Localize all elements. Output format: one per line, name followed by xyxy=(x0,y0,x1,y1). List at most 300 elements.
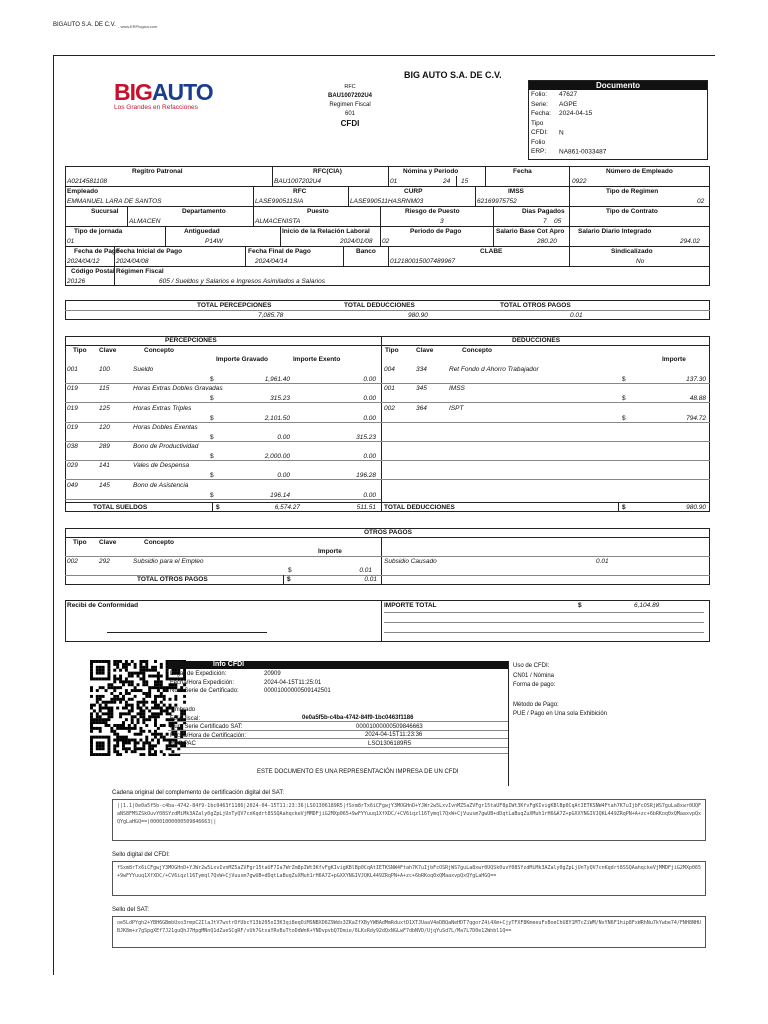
lugar: 20909 xyxy=(264,671,281,677)
fecha-cert: 2024-04-15T11:23:36 xyxy=(365,732,423,738)
qr-module xyxy=(107,744,110,747)
qr-module xyxy=(142,721,145,724)
nomina-label: Nómina y Periodo xyxy=(403,168,459,175)
qr-module xyxy=(96,741,99,744)
perc-row-exento: 0.00 xyxy=(363,453,376,460)
qr-module xyxy=(160,712,163,715)
qr-module xyxy=(160,736,163,739)
qr-module xyxy=(125,707,128,710)
qr-module xyxy=(154,730,157,733)
fecha-exp: 2024-04-15T11:25:01 xyxy=(264,679,322,686)
qr-module xyxy=(125,718,128,721)
qr-module xyxy=(116,663,119,666)
qr-module xyxy=(134,739,137,742)
perc-row-clave: 115 xyxy=(99,385,110,392)
qr-module xyxy=(90,672,93,675)
qr-module xyxy=(105,721,108,724)
qr-module xyxy=(139,712,142,715)
qr-module xyxy=(128,741,131,744)
qr-module xyxy=(139,747,142,750)
qr-module xyxy=(137,683,140,686)
qr-module xyxy=(131,727,134,730)
qr-module xyxy=(157,680,160,683)
qr-module xyxy=(134,672,137,675)
info-cfdi-labels xyxy=(170,670,239,696)
qr-module xyxy=(96,753,99,756)
perc-row-gravado: 1,961.40 xyxy=(264,376,290,383)
metodo-label: Método de Pago: xyxy=(513,702,559,708)
qr-module xyxy=(119,677,122,680)
qr-module xyxy=(99,660,102,663)
riesgo-label: Riesgo de Puesto xyxy=(405,208,460,215)
qr-module xyxy=(157,677,160,680)
sello-cfdi-label: Sello digital del CFDI: xyxy=(112,852,170,858)
total-ded: 980.90 xyxy=(408,312,428,319)
qr-module xyxy=(160,709,163,712)
qr-module xyxy=(125,660,128,663)
qr-module xyxy=(142,692,145,695)
qr-module xyxy=(102,753,105,756)
qr-module xyxy=(148,750,151,753)
qr-module xyxy=(134,724,137,727)
qr-module xyxy=(125,692,128,695)
qr-module xyxy=(131,707,134,710)
qr-module xyxy=(128,709,131,712)
perc-row-divider xyxy=(65,441,381,442)
qr-module xyxy=(110,701,113,704)
perc-row-exento: 0.00 xyxy=(363,376,376,383)
qr-module xyxy=(119,712,122,715)
qr-module xyxy=(157,672,160,675)
qr-module xyxy=(110,712,113,715)
folio-erp-label: Folio ERP: xyxy=(531,138,547,155)
qr-module xyxy=(102,707,105,710)
qr-module xyxy=(107,739,110,742)
serie-label: Serie: xyxy=(531,100,548,108)
perc-row-concepto: Sueldo xyxy=(133,366,154,373)
issuer-doc-type: CFDI xyxy=(340,119,360,128)
qr-module xyxy=(90,741,93,744)
qr-module xyxy=(90,663,93,666)
qr-module xyxy=(128,747,131,750)
qr-module xyxy=(125,747,128,750)
qr-module xyxy=(134,733,137,736)
issuer-rfc-label: RFC xyxy=(344,84,356,90)
qr-module xyxy=(163,736,166,739)
qr-module xyxy=(119,669,122,672)
serie-value: AGPE xyxy=(559,100,578,108)
qr-module xyxy=(107,683,110,686)
qr-module xyxy=(105,704,108,707)
fecha-cert-label: Fecha/Hora de Certificación: xyxy=(170,732,247,739)
qr-module xyxy=(154,666,157,669)
perc-row-concepto: Horas Extras Triples xyxy=(133,405,192,412)
ded-row-importe: 794.72 xyxy=(686,415,706,422)
qr-module xyxy=(160,683,163,686)
qr-module xyxy=(151,701,154,704)
qr-module xyxy=(160,675,163,678)
qr-module xyxy=(110,686,113,689)
logo-big: BIG xyxy=(114,79,152,105)
rfc: LASE990511SIA xyxy=(255,198,304,205)
documento-title: Documento xyxy=(529,81,707,90)
total-exento: 511.51 xyxy=(356,504,376,511)
qr-module xyxy=(166,712,169,715)
ded-row-clave: 364 xyxy=(416,405,427,412)
qr-module xyxy=(154,669,157,672)
qr-module xyxy=(107,715,110,718)
tipo-cfdi-value: N xyxy=(559,129,564,136)
qr-module xyxy=(102,672,105,675)
qr-module xyxy=(122,712,125,715)
perc-row-concepto: Bono de Asistencia xyxy=(133,482,189,489)
regimen-fiscal: 605 / Sueldos y Salarios e Ingresos Asimilados a Salarios xyxy=(159,278,325,285)
qr-module xyxy=(142,683,145,686)
qr-module xyxy=(107,736,110,739)
importe-total: 6,104.89 xyxy=(634,602,660,609)
qr-module xyxy=(139,733,142,736)
qr-module xyxy=(145,724,148,727)
qr-module xyxy=(145,718,148,721)
nomina-c: 15 xyxy=(461,178,469,185)
qr-module xyxy=(99,672,102,675)
qr-module xyxy=(128,698,131,701)
perc-h-gravado: Importe Gravado xyxy=(216,356,269,363)
qr-module xyxy=(116,727,119,730)
qr-module xyxy=(166,675,169,678)
qr-module xyxy=(145,695,148,698)
qr-module xyxy=(125,739,128,742)
qr-module xyxy=(151,712,154,715)
cp: 20126 xyxy=(67,278,86,285)
qr-module xyxy=(154,724,157,727)
qr-module xyxy=(122,721,125,724)
qr-module xyxy=(139,663,142,666)
qr-module xyxy=(125,689,128,692)
qr-module xyxy=(160,686,163,689)
sello-sat-text: oe5LdPYgh2+YBH6GBmbUxo3rmpC2IlaJtV7wxtrDfUbcY13b205oI3K3qi8eqOiMSNBXD6Z9Wds3ZKaZfXByYWBAdMmRduxtD1XTJUaaV4eDBQaNeHDT7qgorZ4i4Xm+CjyTFXF8KmeeuFsBoeChU8Y1MTcZiWM/NxYN6F1hip8FxWRhNu7kYwbe74/FNH8NHUBJK8m+z7gSpgXEf7J21guQhJ7HpgMNnQ1dZueSCgRF/vUh7GtxaYRvBuTtoDdWnK+YNDvpvbQ7Dmie/6LKsRdy92dQxNGLwF7dbNVD/UjqYuSd7L/Ma7L7D0e12Wnbl1Q== xyxy=(112,916,706,948)
qr-module xyxy=(157,739,160,742)
qr-module xyxy=(148,718,151,721)
fecha-pago-label: Fecha de Pago xyxy=(74,248,120,255)
qr-module xyxy=(122,698,125,701)
perc-row-currency: $ xyxy=(210,492,214,499)
rfc-cia: BAU1007202U4 xyxy=(274,178,321,185)
cadena-label: Cadena original del complemento de certificación digital del SAT: xyxy=(112,790,284,796)
qr-module xyxy=(119,660,122,663)
qr-module xyxy=(151,666,154,669)
perc-row-clave: 289 xyxy=(99,443,110,450)
ded-row-concepto: Ret Fondo d Ahorro Trabajador xyxy=(449,366,539,373)
perc-row-tipo: 049 xyxy=(67,482,78,489)
perc-row-exento: 0.00 xyxy=(363,492,376,499)
qr-module xyxy=(90,715,93,718)
qr-module xyxy=(93,709,96,712)
qr-module xyxy=(142,753,145,756)
ded-row-clave: 334 xyxy=(416,366,427,373)
qr-module xyxy=(131,689,134,692)
qr-module xyxy=(166,677,169,680)
qr-module xyxy=(145,741,148,744)
num-empleado-label: Número de Empleado xyxy=(606,168,673,175)
qr-module xyxy=(105,660,108,663)
qr-module xyxy=(99,695,102,698)
qr-module xyxy=(139,730,142,733)
qr-module xyxy=(99,677,102,680)
qr-module xyxy=(93,677,96,680)
qr-module xyxy=(110,683,113,686)
otros-row-tipo: 002 xyxy=(67,558,78,565)
qr-module xyxy=(163,698,166,701)
otros-row-currency: $ xyxy=(288,567,292,574)
total-perc: 7,085.78 xyxy=(258,312,284,319)
qr-module xyxy=(102,712,105,715)
qr-module xyxy=(119,686,122,689)
rfc-label: RFC xyxy=(293,188,307,195)
imss-label: IMSS xyxy=(508,188,524,195)
perc-h-concepto: Concepto xyxy=(144,347,174,354)
sucursal-label: Sucursal xyxy=(91,208,119,215)
qr-module xyxy=(113,686,116,689)
qr-module xyxy=(99,744,102,747)
qr-module xyxy=(134,750,137,753)
qr-module xyxy=(160,707,163,710)
qr-module xyxy=(119,675,122,678)
qr-module xyxy=(90,675,93,678)
qr-module xyxy=(131,680,134,683)
qr-module xyxy=(134,727,137,730)
qr-module xyxy=(116,677,119,680)
qr-module xyxy=(105,677,108,680)
cert-label: Num Serie de Certificado: xyxy=(170,688,239,694)
qr-module xyxy=(154,680,157,683)
qr-module xyxy=(139,707,142,710)
otros-row-concepto: Subsidio para el Empleo xyxy=(133,558,204,565)
metodo: PUE / Pago en Una sola Exhibición xyxy=(513,710,608,717)
qr-module xyxy=(154,704,157,707)
tipo-cfdi-label: Tipo CFDI: xyxy=(531,119,548,136)
qr-module xyxy=(96,660,99,663)
qr-module xyxy=(113,695,116,698)
otros-h-tipo: Tipo xyxy=(73,539,87,546)
qr-module xyxy=(145,663,148,666)
company-logo xyxy=(114,80,213,111)
qr-module xyxy=(107,672,110,675)
perc-row-divider xyxy=(65,422,381,423)
banco-label: Banco xyxy=(356,248,376,255)
cp-label: Código Postal xyxy=(71,268,115,275)
riesgo: 3 xyxy=(440,218,444,225)
cert: 00001000000509142501 xyxy=(264,688,331,694)
sindicalizado: No xyxy=(636,258,645,265)
folio-label: Folio: xyxy=(531,91,547,98)
qr-module xyxy=(151,707,154,710)
qr-module xyxy=(151,739,154,742)
qr-module xyxy=(160,724,163,727)
qr-module xyxy=(157,733,160,736)
cadena-text: ||1.1|0e0a5f5b-c4ba-4742-84f9-1bc0463f1186|2024-04-15T11:23:36|LSO1306189R5|fSxm8rTx6iCFgwjY3MOGHnD+YJWr2w5LxvIvnMZ5aZVFgr15taUF8pIWt3KfvFgKIvigKBlBp0CqAtIETKSNW4Ftah7K7uIjbFcOSRjWS7guLa8xwr0UQFaNS8FMSZSkOuvY08SYzdMiMk3AZaly0gZpLjUnTyQV7cnKqdrt8SSQAahqckeVjMMDFjiG2MXp065+9wFYYuuq1XfXDC/+CV6iqzl16Tymql7QxW+CjVuusm7gwUB+dDqtLaBuqZuXMuh1rH6&A7Z+pGXXYNGIVJQKL449ZRqPN+A+zc+6bRKoq0xQMaaxvpQxQYgLaHGQ==|00001000000509846663|| xyxy=(112,799,706,841)
qr-module xyxy=(107,686,110,689)
qr-module xyxy=(113,739,116,742)
logo-auto: AUTO xyxy=(151,79,213,105)
perc-row-divider xyxy=(65,383,381,384)
qr-module xyxy=(131,698,134,701)
qr-module xyxy=(125,669,128,672)
otros-h-importe: Importe xyxy=(318,548,342,555)
regimen-fiscal-label: Régimen Fiscal xyxy=(116,268,164,275)
qr-module xyxy=(142,675,145,678)
qr-module xyxy=(99,736,102,739)
qr-module xyxy=(116,733,119,736)
qr-module xyxy=(166,672,169,675)
qr-module xyxy=(122,744,125,747)
qr-module xyxy=(134,741,137,744)
perc-row-concepto: Horas Dobles Exentas xyxy=(133,424,198,431)
folio-fiscal: 0e0a5f5b-c4ba-4742-84f9-1bc0463f1186 xyxy=(302,715,414,721)
perc-row-gravado: 0.00 xyxy=(277,472,290,479)
ded-row-divider xyxy=(381,402,710,403)
qr-module xyxy=(90,707,93,710)
qr-module xyxy=(134,663,137,666)
qr-module xyxy=(119,698,122,701)
qr-module xyxy=(139,709,142,712)
qr-module xyxy=(116,744,119,747)
qr-module xyxy=(102,686,105,689)
qr-module xyxy=(122,736,125,739)
ded-row-concepto: ISPT xyxy=(449,405,464,412)
qr-module xyxy=(96,744,99,747)
qr-module xyxy=(107,712,110,715)
qr-module xyxy=(139,669,142,672)
total-otros-label: TOTAL OTROS PAGOS xyxy=(500,302,571,309)
ded-empty-divider xyxy=(381,460,710,461)
periodo-pago-label: Periodo de Pago xyxy=(410,228,462,235)
qr-module xyxy=(119,701,122,704)
rfc-pac: LSO1306189R5 xyxy=(368,741,412,747)
qr-module xyxy=(122,666,125,669)
qr-module xyxy=(137,741,140,744)
imss: 62169975752 xyxy=(477,198,517,205)
qr-module xyxy=(160,666,163,669)
qr-module xyxy=(154,750,157,753)
qr-module xyxy=(99,718,102,721)
qr-module xyxy=(137,689,140,692)
qr-module xyxy=(90,695,93,698)
issuer-block xyxy=(290,83,410,128)
qr-module xyxy=(116,695,119,698)
clabe-label: CLABE xyxy=(480,248,503,255)
qr-module xyxy=(142,741,145,744)
qr-module xyxy=(102,666,105,669)
total-deducciones-label: TOTAL DEDUCCIONES xyxy=(384,504,455,511)
perc-row-concepto: Vales de Despensa xyxy=(133,462,190,469)
qr-module xyxy=(102,677,105,680)
qr-module xyxy=(113,701,116,704)
perc-row-divider xyxy=(65,402,381,403)
qr-module xyxy=(154,721,157,724)
qr-module xyxy=(151,753,154,756)
ded-row-importe: 48.88 xyxy=(689,395,706,402)
qr-module xyxy=(154,718,157,721)
qr-module xyxy=(137,721,140,724)
qr-module xyxy=(160,733,163,736)
qr-module xyxy=(142,677,145,680)
qr-module xyxy=(157,727,160,730)
qr-module xyxy=(128,692,131,695)
qr-module xyxy=(125,680,128,683)
tipo-regimen-label: Tipo de Regimen xyxy=(606,188,659,195)
qr-module xyxy=(139,753,142,756)
qr-module xyxy=(113,680,116,683)
uso-block xyxy=(513,662,555,691)
perc-row-exento: 315.23 xyxy=(356,434,376,441)
qr-module xyxy=(99,747,102,750)
qr-module xyxy=(166,709,169,712)
qr-module xyxy=(148,695,151,698)
qr-module xyxy=(154,736,157,739)
uso-label: Uso de CFDI: xyxy=(513,663,550,669)
qr-module xyxy=(151,669,154,672)
qr-module xyxy=(125,741,128,744)
perc-row-tipo: 019 xyxy=(67,405,78,412)
qr-module xyxy=(102,744,105,747)
qr-module xyxy=(142,718,145,721)
qr-module xyxy=(145,736,148,739)
qr-module xyxy=(102,747,105,750)
qr-module xyxy=(139,660,142,663)
qr-module xyxy=(99,709,102,712)
qr-module xyxy=(145,669,148,672)
qr-module xyxy=(105,753,108,756)
qr-module xyxy=(122,680,125,683)
perc-row-currency: $ xyxy=(210,395,214,402)
qr-module xyxy=(105,724,108,727)
qr-module xyxy=(131,675,134,678)
qr-module xyxy=(122,707,125,710)
qr-module xyxy=(90,730,93,733)
qr-module xyxy=(107,724,110,727)
ded-row-currency: $ xyxy=(622,376,626,383)
qr-module xyxy=(110,692,113,695)
otros-total-currency: $ xyxy=(287,576,291,583)
qr-module xyxy=(157,695,160,698)
jornada-label: Tipo de jornada xyxy=(74,228,123,235)
folio-erp-value: NA861-0033487 xyxy=(559,148,607,155)
ded-h-concepto: Concepto xyxy=(462,347,492,354)
qr-module xyxy=(122,695,125,698)
qr-module xyxy=(107,660,110,663)
qr-module xyxy=(105,712,108,715)
issuer-company: BIG AUTO S.A. DE C.V. xyxy=(404,70,502,80)
curp-label: CURP xyxy=(404,188,423,195)
qr-module xyxy=(96,721,99,724)
qr-module xyxy=(151,686,154,689)
otros-row-clave: 292 xyxy=(99,558,110,565)
qr-module xyxy=(145,683,148,686)
qr-module xyxy=(148,730,151,733)
qr-module xyxy=(102,741,105,744)
qr-module xyxy=(142,701,145,704)
qr-module xyxy=(139,689,142,692)
qr-module xyxy=(96,718,99,721)
tipo-contrato: 05 xyxy=(554,218,562,225)
qr-module xyxy=(113,750,116,753)
qr-module xyxy=(116,724,119,727)
fecha-exp-label: Fecha/Hora Expedición: xyxy=(170,679,235,686)
qr-module xyxy=(166,733,169,736)
qr-module xyxy=(137,712,140,715)
importe-total-label: IMPORTE TOTAL xyxy=(384,602,437,609)
